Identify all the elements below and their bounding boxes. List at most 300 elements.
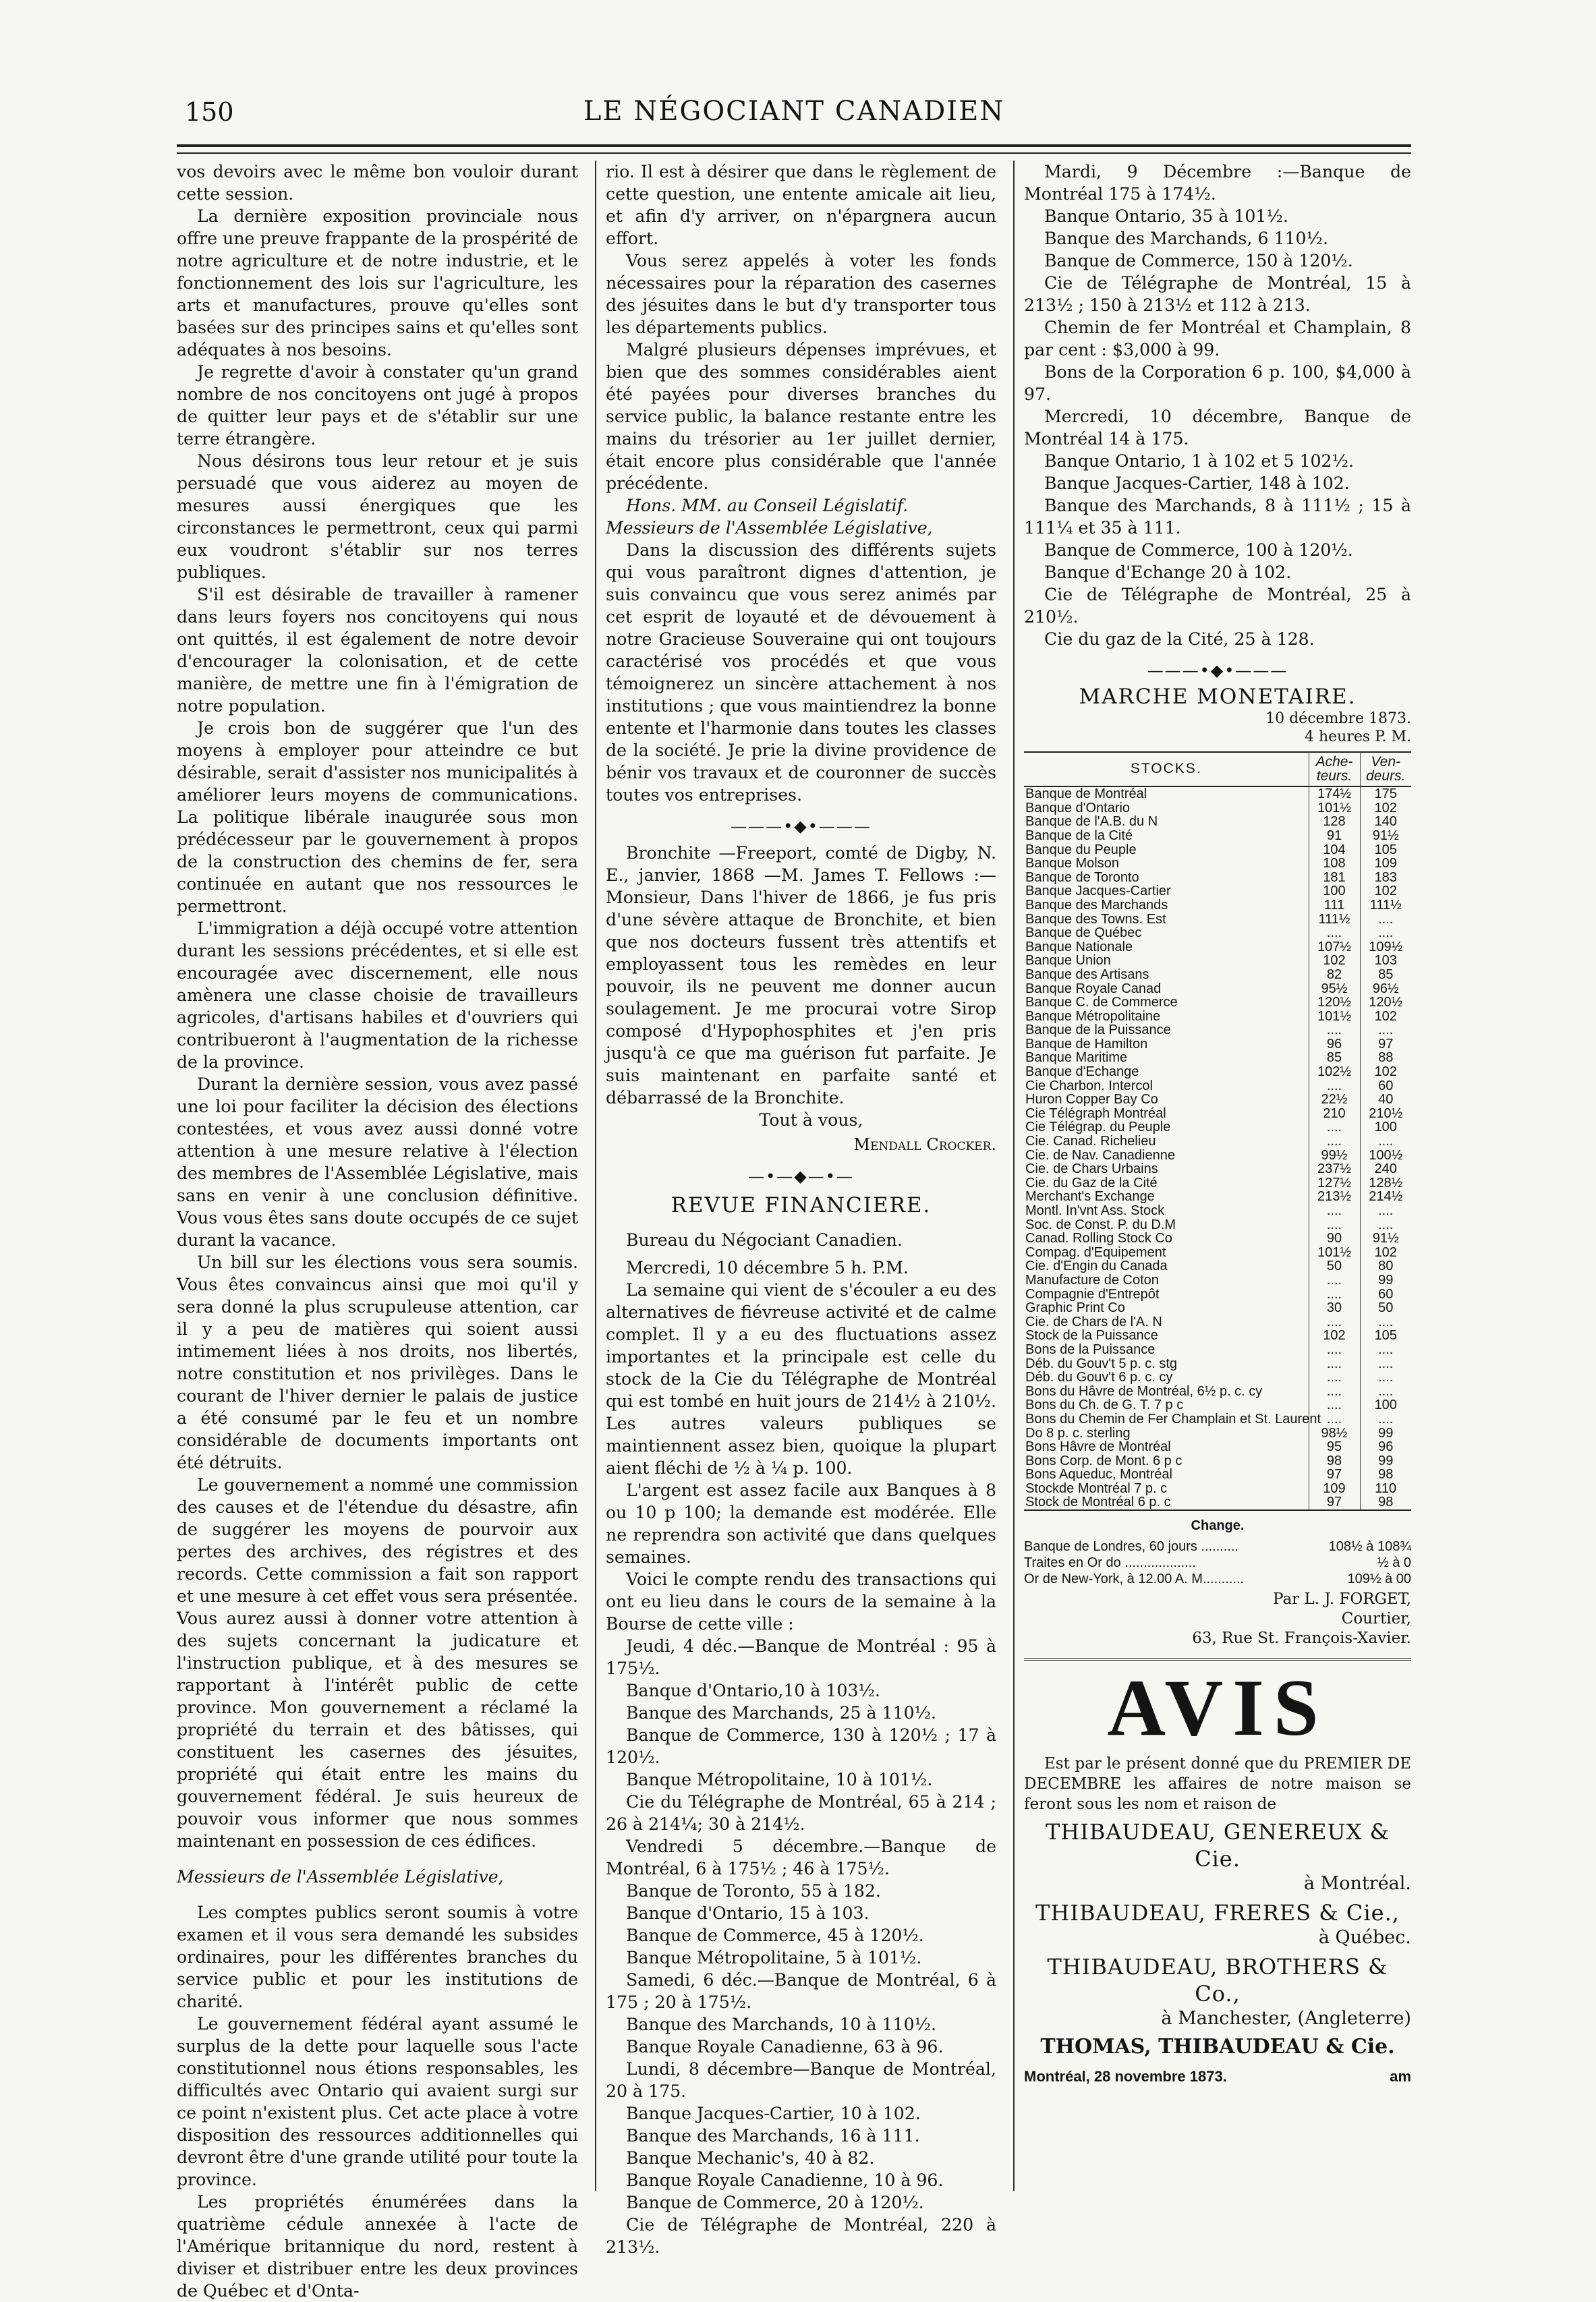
sellers-price: 80 — [1360, 1259, 1411, 1273]
sellers-price: 60 — [1360, 1288, 1411, 1302]
sellers-price: 102 — [1360, 884, 1411, 898]
table-row — [1024, 1218, 1411, 1232]
buyers-price: .... — [1309, 1134, 1360, 1149]
transaction-line: Banque Royale Canadienne, 10 à 96. — [626, 2170, 944, 2190]
sellers-price: 111½ — [1360, 898, 1411, 913]
stock-name: Banque C. de Commerce — [1025, 995, 1178, 1010]
stock-name: Bons du Ch. de G. T. 7 p c — [1025, 1398, 1184, 1413]
sellers-price: .... — [1360, 1023, 1411, 1037]
avis-date: Montréal, 28 novembre 1873. — [1024, 2068, 1227, 2085]
assembly-heading: Messieurs de l'Assemblée Législative, — [606, 518, 933, 538]
paragraph: L'argent est assez facile aux Banques à 8 ou 10 p 100; la demande est modérée. Elle ne reprendra son activité que dans quelques semaines. — [606, 1480, 996, 1567]
page-header — [177, 86, 1411, 147]
transaction-line: Banque de Commerce, 100 à 120½. — [1044, 540, 1353, 560]
buyers-price: 111 — [1309, 898, 1360, 913]
buyers-price: 101½ — [1309, 801, 1360, 815]
stock-name: Banque du Peuple — [1025, 842, 1137, 857]
buyers-price: 30 — [1309, 1301, 1360, 1315]
table-row — [1024, 1288, 1411, 1302]
date-line: Mercredi, 10 décembre 5 h. P.M. — [626, 1258, 909, 1277]
transaction-line: Banque Jacques-Cartier, 148 à 102. — [1044, 473, 1350, 493]
buyers-price: 98 — [1309, 1454, 1360, 1468]
stock-name: Montl. In'vnt Ass. Stock — [1025, 1203, 1165, 1218]
transaction-line: Banque des Marchands, 8 à 111½ ; 15 à 111¼ et 35 à 111. — [1024, 496, 1411, 538]
table-row — [1024, 1107, 1411, 1121]
stock-name: Banque des Artisans — [1025, 967, 1149, 982]
testimonial-signature: Mendall Crocker. — [853, 1135, 996, 1154]
stock-name: Stock de la Puissance — [1025, 1328, 1158, 1344]
stock-name: Do 8 p. c. sterling — [1025, 1425, 1131, 1441]
stock-name: Soc. de Const. P. du D.M — [1025, 1217, 1176, 1232]
stock-name: Bons Hâvre de Montréal — [1025, 1439, 1171, 1455]
ornament-divider: ———•◆•——— — [1147, 661, 1288, 680]
table-row — [1024, 1120, 1411, 1134]
transaction-line: Banque des Marchands, 25 à 110½. — [626, 1703, 937, 1723]
buyers-price: 100 — [1309, 884, 1360, 898]
stock-name: Bons de la Puissance — [1025, 1342, 1156, 1357]
paragraph: La semaine qui vient de s'écouler a eu des alternatives de fiévreuse activité et de calme complet. Il y a eu des fluctuations assez importantes et la principale est celle du stock de la Cie du Télégraphe de Montréal qui est tombé en huit jours de 214½ à 210½. Les autres valeurs publiques se maintiennent assez bien, quoique la plupart aient fléchi de ½ à ¼ p. 100. — [606, 1280, 996, 1478]
transaction-line: Cie de Télégraphe de Montréal, 25 à 210½. — [1024, 585, 1411, 627]
sellers-price: 102 — [1360, 801, 1411, 815]
buyers-price: .... — [1309, 1371, 1360, 1385]
paragraph: Je crois bon de suggérer que l'un des moyens à employer pour atteindre ce but désirable, serait d'assister nos municipalités à améliorer leurs moyens de communications. La politique libérale inaugurée sous mon prédécesseur par le gouvernement à propos de la construction des chemins de fer, sera continuée en autant que nos ressources le permettront. — [177, 718, 578, 916]
firm-name-last: THOMAS, THIBAUDEAU & Cie. — [1040, 2035, 1395, 2059]
table-row — [1024, 1343, 1411, 1357]
sellers-price: .... — [1360, 926, 1411, 940]
change-label: Or de New-York, à 12.00 A. M........... — [1024, 1572, 1245, 1587]
table-row — [1024, 1412, 1411, 1427]
transaction-list — [1024, 161, 1411, 650]
avis-advertisement — [1024, 1658, 1411, 2088]
stock-name: Cie. de Chars Urbains — [1025, 1161, 1158, 1177]
change-row — [1024, 1571, 1411, 1587]
sellers-price: 100 — [1360, 1398, 1411, 1412]
buyers-price: .... — [1309, 1079, 1360, 1093]
transaction-line: Samedi, 6 déc.—Banque de Montréal, 6 à 175 ; 20 à 175½. — [606, 1970, 996, 2012]
table-row — [1024, 871, 1411, 885]
sellers-price: 99 — [1360, 1273, 1411, 1288]
sellers-price: 102 — [1360, 1246, 1411, 1260]
marche-date: 10 décembre 1873. — [1265, 710, 1411, 727]
transaction-line: Banque de Toronto, 55 à 182. — [626, 1881, 881, 1901]
sellers-price: .... — [1360, 1371, 1411, 1385]
transaction-line: Banque Métropolitaine, 10 à 101½. — [626, 1770, 933, 1789]
change-label: Traites en Or do ................... — [1024, 1555, 1196, 1571]
sellers-price: .... — [1360, 1385, 1411, 1399]
firm-place: à Québec. — [1318, 1927, 1411, 1949]
table-row — [1024, 982, 1411, 996]
transaction-line: Mardi, 9 Décembre :—Banque de Montréal 175 à 174½. — [1024, 162, 1411, 204]
header-rule — [177, 152, 1411, 154]
column-1 — [177, 161, 578, 2301]
sellers-price: .... — [1360, 1204, 1411, 1218]
stock-name: Compagnie d'Entrepôt — [1025, 1286, 1160, 1302]
table-row — [1024, 898, 1411, 913]
sellers-price: 96½ — [1360, 982, 1411, 996]
buyers-price: .... — [1309, 1273, 1360, 1288]
table-row — [1024, 1454, 1411, 1468]
sellers-price: 110 — [1360, 1482, 1411, 1496]
table-row — [1024, 1010, 1411, 1024]
stock-name: Banque de Montréal — [1025, 786, 1147, 802]
masthead-title: LE NÉGOCIANT CANADIEN — [583, 96, 1005, 127]
table-row — [1024, 1482, 1411, 1496]
avis-text: Est par le présent donné que du PREMIER DE DECEMBRE les affaires de notre maison se feront sous les nom et raison de — [1024, 1755, 1411, 1814]
stock-name: Banque de la Cité — [1025, 828, 1133, 843]
stock-name: Cie Télégrap. du Peuple — [1025, 1120, 1171, 1135]
stock-name: Cie. d'Engin du Canada — [1025, 1259, 1168, 1274]
paragraph: Voici le compte rendu des transactions qui ont eu lieu dans le cours de la semaine à la Bourse de cette ville : — [606, 1570, 996, 1634]
table-row — [1024, 1427, 1411, 1441]
sellers-price: .... — [1360, 1218, 1411, 1232]
sellers-price: 98 — [1360, 1468, 1411, 1482]
sellers-price: 100½ — [1360, 1149, 1411, 1163]
stock-name: Banque de l'A.B. du N — [1025, 814, 1158, 830]
buyers-price: 50 — [1309, 1259, 1360, 1273]
table-row — [1024, 1385, 1411, 1399]
stock-name: Banque Maritime — [1025, 1050, 1128, 1066]
buyers-price: 127½ — [1309, 1176, 1360, 1190]
transaction-line: Banque Royale Canadienne, 63 à 96. — [626, 2037, 944, 2056]
sellers-price: 100 — [1360, 1120, 1411, 1134]
stock-name: Cie Charbon. Intercol — [1025, 1078, 1153, 1093]
table-row — [1024, 1468, 1411, 1482]
paragraph: Les comptes publics seront soumis à votre examen et il vous sera demandé les subsides ordinaires, pour les différentes branches du service public et pour les institutions de charité. — [177, 1903, 578, 2011]
column-2 — [595, 161, 996, 2257]
table-row — [1024, 857, 1411, 871]
buyers-price: 128 — [1309, 815, 1360, 829]
stocks-table — [1024, 751, 1411, 1511]
broker-line: Par L. J. FORGET, — [1273, 1590, 1411, 1609]
change-value: 108½ à 108¾ — [1328, 1539, 1411, 1555]
buyers-price: 96 — [1309, 1037, 1360, 1052]
stock-name: Banque d'Echange — [1025, 1064, 1139, 1080]
paragraph: Nous désirons tous leur retour et je suis persuadé que vous aiderez au moyen de mesures aussi énergiques que les circonstances le permettront, ceux qui parmi eux voudront s'établir sur nos terres publiques. — [177, 451, 578, 582]
stock-name: Banque de Hamilton — [1025, 1036, 1148, 1052]
sellers-price: 60 — [1360, 1079, 1411, 1093]
change-heading: Change. — [1191, 1518, 1245, 1534]
paragraph: Le gouvernement fédéral ayant assumé le surplus de la dette pour laquelle sous l'acte constitutionnel nous étions responsables, les difficultés avec Ontario qui avaient surgi sur ce point n'existent plus. Cet acte place à votre disposition des ressources additionnelles qui devront être d'une grande utilité pour toute la province. — [177, 2014, 578, 2189]
transaction-line: Banque d'Echange 20 à 102. — [1044, 563, 1292, 582]
stock-name: Cie. de Chars de l'A. N — [1025, 1314, 1162, 1329]
sellers-price: 102 — [1360, 1065, 1411, 1079]
sellers-price: 103 — [1360, 954, 1411, 968]
transaction-line: Banque des Marchands, 10 à 110½. — [626, 2015, 937, 2034]
sellers-price: 98 — [1360, 1495, 1411, 1510]
stock-name: Banque Nationale — [1025, 939, 1133, 954]
buyers-price: .... — [1309, 1343, 1360, 1357]
table-row — [1024, 1259, 1411, 1273]
paragraph: Dans la discussion des différents sujets qui vous paraîtront dignes d'attention, je suis convaincu que vous serez animés par cet esprit de loyauté et de dévouement à notre Gracieuse Souveraine qui ont toujours caractérisé vos procédés et que vous témoignerez un sincère attachement à nos institutions ; que vous maintiendrez la bonne entente et l'harmonie dans toutes les classes de la société. Je prie la divine providence de bénir vos travaux et de couronner de succès toutes vos entreprises. — [606, 540, 996, 805]
stock-name: Banque d'Ontario — [1025, 800, 1131, 815]
transaction-line: Banque Jacques-Cartier, 10 à 102. — [626, 2104, 921, 2123]
table-row — [1024, 1204, 1411, 1218]
table-row — [1024, 843, 1411, 857]
sellers-price: 105 — [1360, 843, 1411, 857]
avis-code: am — [1390, 2068, 1411, 2085]
table-row — [1024, 829, 1411, 843]
column-3 — [1013, 161, 1411, 2191]
sellers-price: 85 — [1360, 968, 1411, 982]
sellers-price: .... — [1360, 1357, 1411, 1371]
firm-name: THIBAUDEAU, GENEREUX & Cie. — [1045, 1819, 1390, 1872]
stock-name: Banque de Toronto — [1025, 869, 1139, 885]
sellers-price: .... — [1360, 1412, 1411, 1427]
table-row — [1024, 801, 1411, 815]
table-row — [1024, 1037, 1411, 1052]
buyers-header: Ache-teurs. — [1309, 752, 1360, 786]
stock-name: Bons du Chemin de Fer Champlain et St. Laurent — [1025, 1411, 1321, 1427]
buyers-price: 98½ — [1309, 1427, 1360, 1441]
paragraph: S'il est désirable de travailler à ramener dans leurs foyers nos concitoyens qui nous ont quittés, il est également de notre devoir d'encourager la colonisation, et de cette manière, de mettre une fin à l'émigration de notre population. — [177, 585, 578, 716]
change-value: ½ à 0 — [1377, 1555, 1411, 1571]
paragraph: Un bill sur les élections vous sera soumis. Vous êtes convaincus ainsi que moi qu'il y sera donné la plus scrupuleuse attention, car il y a peu de matières qui soient aussi intimement liées à nos droits, nos libertés, notre constitution et nos privilèges. Dans le courant de l'hiver dernier le palais de justice a été consumé par le feu et un nombre considérable de documents importants ont été détruits. — [177, 1253, 578, 1472]
sellers-price: .... — [1360, 1343, 1411, 1357]
table-row — [1024, 913, 1411, 927]
sellers-price: 40 — [1360, 1093, 1411, 1107]
paragraph: Les propriétés énumérées dans la quatrième cédule annexée à l'acte de l'Amérique britannique du nord, restent à diviser et distribuer entre les deux provinces de Québec et d'Onta- — [177, 2192, 578, 2301]
paragraph: Je regrette d'avoir à constater qu'un grand nombre de nos concitoyens ont jugé à propos de quitter leur pays et de s'établir sur une terre étrangère. — [177, 362, 578, 449]
buyers-price: 22½ — [1309, 1093, 1360, 1107]
transaction-line: Banque Ontario, 35 à 101½. — [1044, 206, 1288, 226]
buyers-price: .... — [1309, 1385, 1360, 1399]
transaction-line: Banque des Marchands, 16 à 111. — [626, 2126, 920, 2146]
transaction-line: Banque Métropolitaine, 5 à 101½. — [626, 1948, 922, 1967]
table-row — [1024, 1315, 1411, 1329]
firm-place: à Manchester, (Angleterre) — [1161, 2008, 1411, 2030]
table-row — [1024, 1093, 1411, 1107]
sellers-price: 240 — [1360, 1162, 1411, 1176]
firm-name: THIBAUDEAU, FRERES & Cie., — [1035, 1900, 1400, 1926]
sellers-price: .... — [1360, 913, 1411, 927]
buyers-price: .... — [1309, 926, 1360, 940]
firm-name: THIBAUDEAU, BROTHERS & Co., — [1047, 1954, 1388, 2007]
sellers-price: 50 — [1360, 1301, 1411, 1315]
table-row — [1024, 1176, 1411, 1190]
stock-name: Graphic Print Co — [1025, 1300, 1125, 1316]
sellers-price: 214½ — [1360, 1190, 1411, 1204]
table-row — [1024, 786, 1411, 801]
buyers-price: 95½ — [1309, 982, 1360, 996]
transaction-line: Banque de Commerce, 150 à 120½. — [1044, 251, 1353, 270]
avis-heading: AVIS — [1107, 1663, 1328, 1753]
paragraph: Malgré plusieurs dépenses imprévues, et bien que des sommes considérables aient été payées pour diverses branches du service public, la balance restante entre les mains du trésorier au 1er juillet dernier, était encore plus considérable que l'année précédente. — [606, 340, 996, 493]
stock-name: Banque des Towns. Est — [1025, 911, 1166, 927]
sellers-price: 99 — [1360, 1454, 1411, 1468]
revue-financiere-title: REVUE FINANCIERE. — [671, 1193, 932, 1217]
buyers-price: .... — [1309, 1218, 1360, 1232]
buyers-price: 213½ — [1309, 1190, 1360, 1204]
transaction-line: Banque Ontario, 1 à 102 et 5 102½. — [1044, 451, 1354, 471]
sellers-price: 99 — [1360, 1427, 1411, 1441]
buyers-price: 99½ — [1309, 1149, 1360, 1163]
buyers-price: 174½ — [1309, 786, 1360, 801]
sellers-price: 97 — [1360, 1037, 1411, 1052]
buyers-price: 120½ — [1309, 996, 1360, 1010]
buyers-price: 101½ — [1309, 1246, 1360, 1260]
avis-date-row — [1024, 2065, 1411, 2088]
ornament-divider: —•—◆—•— — [748, 1167, 854, 1186]
table-row — [1024, 1162, 1411, 1176]
council-heading: Hons. MM. au Conseil Législatif. — [626, 496, 909, 515]
table-row — [1024, 884, 1411, 898]
stock-name: Manufacture de Coton — [1025, 1272, 1159, 1288]
sellers-price: 91½ — [1360, 829, 1411, 843]
change-row — [1024, 1555, 1411, 1571]
page-number: 150 — [185, 97, 234, 127]
stock-name: Cie. de Nav. Canadienne — [1025, 1147, 1175, 1163]
stock-name: Déb. du Gouv't 6 p. c. cy — [1025, 1370, 1173, 1385]
buyers-price: .... — [1309, 1023, 1360, 1037]
paragraph: L'immigration a déjà occupé votre attention durant les sessions précédentes, et si elle est encouragée avec discernement, elle nous amènera une classe choisie de travailleurs agricoles, d'artisans habiles et d'ouvriers qui contribueront à l'augmentation de la richesse de la province. — [177, 919, 578, 1072]
buyers-price: 111½ — [1309, 913, 1360, 927]
table-row — [1024, 1273, 1411, 1288]
buyers-price: 95 — [1309, 1440, 1360, 1454]
broker-block — [1024, 1590, 1411, 1648]
transaction-line: Banque de Commerce, 45 à 120½. — [626, 1926, 924, 1945]
table-row — [1024, 1495, 1411, 1510]
stocks-header: STOCKS. — [1024, 752, 1309, 786]
stock-name: Bons Aqueduc, Montréal — [1025, 1467, 1172, 1483]
transaction-line: Banque de Commerce, 20 à 120½. — [626, 2193, 924, 2212]
table-row — [1024, 1149, 1411, 1163]
broker-line: 63, Rue St. François-Xavier. — [1192, 1630, 1411, 1648]
transaction-line: Cie du Télégraphe de Montréal, 65 à 214 ; 26 à 214¼; 30 à 214½. — [606, 1792, 996, 1834]
transaction-line: Banque Mechanic's, 40 à 82. — [626, 2148, 875, 2168]
sellers-header: Ven-deurs. — [1360, 752, 1411, 786]
sellers-price: 91½ — [1360, 1232, 1411, 1246]
sellers-price: 210½ — [1360, 1107, 1411, 1121]
transaction-line: Mercredi, 10 décembre, Banque de Montréal 14 à 175. — [1024, 407, 1411, 449]
paragraph: Vous serez appelés à voter les fonds nécessaires pour la réparation des casernes des jésuites dans le but d'y transporter tous les départements publics. — [606, 251, 996, 337]
stock-name: Bons du Hâvre de Montréal, 6½ p. c. cy — [1025, 1383, 1263, 1399]
sellers-price: 102 — [1360, 1010, 1411, 1024]
transaction-line: Banque des Marchands, 6 110½. — [1044, 229, 1328, 248]
buyers-price: 102 — [1309, 1329, 1360, 1343]
transaction-line: Bons de la Corporation 6 p. 100, $4,000 à 97. — [1024, 362, 1411, 404]
paragraph: Durant la dernière session, vous avez passé une loi pour faciliter la décision des élections contestées, et vous avez aussi donné votre attention à une mesure relative à l'élection des membres de l'Assemblée Législative, mais sans en venir à une conclusion définitive. Vous vous êtes sans doute occupés de ce sujet durant la vacance. — [177, 1074, 578, 1250]
newspaper-page — [177, 86, 1411, 2301]
sellers-price: 109 — [1360, 857, 1411, 871]
transaction-line: Banque d'Ontario,10 à 103½. — [626, 1681, 880, 1700]
buyers-price: .... — [1309, 1398, 1360, 1412]
stock-name: Banque des Marchands — [1025, 897, 1168, 913]
table-row — [1024, 968, 1411, 982]
table-row — [1024, 815, 1411, 829]
table-row — [1024, 1023, 1411, 1037]
sellers-price: 175 — [1360, 786, 1411, 801]
transaction-line: Vendredi 5 décembre.—Banque de Montréal, 6 à 175½ ; 46 à 175½. — [606, 1837, 996, 1878]
transaction-line: Banque de Commerce, 130 à 120½ ; 17 à 120½. — [606, 1725, 996, 1767]
table-row — [1024, 1065, 1411, 1079]
marche-monetaire-title: MARCHE MONETAIRE. — [1079, 685, 1357, 709]
buyers-price: .... — [1309, 1288, 1360, 1302]
stock-name: Canad. Rolling Stock Co — [1025, 1231, 1172, 1246]
sellers-price: 88 — [1360, 1051, 1411, 1065]
transaction-list — [606, 1635, 996, 2258]
transaction-line: Banque d'Ontario, 15 à 103. — [626, 1903, 870, 1923]
table-row — [1024, 1398, 1411, 1412]
stock-name: Banque Jacques-Cartier — [1025, 884, 1171, 899]
change-label: Banque de Londres, 60 jours .......... — [1024, 1539, 1238, 1555]
stock-name: Compag. d'Equipement — [1025, 1244, 1166, 1260]
stock-name: Cie Télégraph Montréal — [1025, 1105, 1166, 1121]
sellers-price: 120½ — [1360, 996, 1411, 1010]
stock-name: Bons Corp. de Mont. 6 p c — [1025, 1453, 1182, 1468]
broker-line: Courtier, — [1341, 1610, 1411, 1628]
buyers-price: 101½ — [1309, 1010, 1360, 1024]
buyers-price: 108 — [1309, 857, 1360, 871]
table-row — [1024, 1190, 1411, 1204]
transaction-line: Cie de Télégraphe de Montréal, 220 à 213½. — [606, 2215, 996, 2257]
transaction-line: Lundi, 8 décembre—Banque de Montréal, 20 à 175. — [606, 2059, 996, 2101]
transaction-line: Chemin de fer Montréal et Champlain, 8 par cent : $3,000 à 99. — [1024, 318, 1411, 359]
table-row — [1024, 954, 1411, 968]
stock-name: Huron Copper Bay Co — [1025, 1092, 1158, 1107]
buyers-price: 97 — [1309, 1495, 1360, 1510]
table-row — [1024, 1246, 1411, 1260]
paragraph: vos devoirs avec le même bon vouloir durant cette session. — [177, 162, 578, 204]
table-row — [1024, 1301, 1411, 1315]
table-row — [1024, 1134, 1411, 1149]
buyers-price: 102½ — [1309, 1065, 1360, 1079]
bronchite-testimonial: Bronchite —Freeport, comté de Digby, N. E., janvier, 1868 —M. James T. Fellows :— Monsieur, Dans l'hiver de 1866, je fus pris d'une sévère attaque de Bronchite, et bien que nos docteurs fussent très attentifs et employassent tous les remèdes en leur pouvoir, ils ne peuvent me donner aucun soulagement. Je me procurai votre Sirop composé d'Hypophosphites et j'en pris jusqu'à ce que ma guérison fut parfaite. Je suis maintenant en parfaite santé et débarrassé de la Bronchite. — [606, 843, 996, 1107]
transaction-line: Cie du gaz de la Cité, 25 à 128. — [1044, 629, 1315, 649]
columns — [177, 161, 1411, 2301]
buyers-price: 85 — [1309, 1051, 1360, 1065]
sellers-price: .... — [1360, 1134, 1411, 1149]
stock-name: Stock de Montréal 6 p. c — [1024, 1495, 1309, 1510]
buyers-price: .... — [1309, 1120, 1360, 1134]
table-row — [1024, 1079, 1411, 1093]
stock-name: Banque Molson — [1025, 856, 1119, 871]
buyers-price: 181 — [1309, 871, 1360, 885]
change-row — [1024, 1538, 1411, 1555]
assembly-heading: Messieurs de l'Assemblée Législative, — [177, 1867, 504, 1887]
sellers-price: 128½ — [1360, 1176, 1411, 1190]
change-list — [1024, 1538, 1411, 1587]
buyers-price: 91 — [1309, 829, 1360, 843]
table-row — [1024, 1440, 1411, 1454]
table-row — [1024, 940, 1411, 954]
paragraph: rio. Il est à désirer que dans le règlement de cette question, une entente amicale ait lieu, et afin d'y arriver, on n'épargnera aucun effort. — [606, 162, 996, 248]
sellers-price: 109½ — [1360, 940, 1411, 954]
buyers-price: 104 — [1309, 843, 1360, 857]
buyers-price: 109 — [1309, 1482, 1360, 1496]
ornament-divider: ———•◆•——— — [731, 817, 872, 836]
buyers-price: 90 — [1309, 1232, 1360, 1246]
sellers-price: 105 — [1360, 1329, 1411, 1343]
paragraph: Le gouvernement a nommé une commission des causes et de l'étendue du désastre, afin de suggérer les moyens de pourvoir aux pertes des archives, des régistres et des records. Cette commission a fait son rapport et une mesure à cet effet vous sera présentée. Vous aurez aussi à donner votre attention à des sujets concernant la judicature et l'instruction publique, et à des mesures se rapportant à l'intérêt public de cette province. Mon gouvernement a réclamé la propriété du terrain et des bâtisses, qui constituent les casernes des jésuites, propriété qui était entre les mains du gouvernement fédéral. Je suis heureux de pouvoir vous informer que nous sommes maintenant en possession de ces édifices. — [177, 1475, 578, 1851]
buyers-price: 107½ — [1309, 940, 1360, 954]
stock-name: Banque de Québec — [1025, 925, 1142, 941]
buyers-price: 97 — [1309, 1468, 1360, 1482]
table-row — [1024, 1232, 1411, 1246]
table-row — [1024, 1329, 1411, 1343]
stock-name: Banque de la Puissance — [1025, 1023, 1171, 1038]
stock-name: Déb. du Gouv't 5 p. c. stg — [1025, 1356, 1178, 1371]
table-row — [1024, 1051, 1411, 1065]
buyers-price: .... — [1309, 1315, 1360, 1329]
buyers-price: 102 — [1309, 954, 1360, 968]
change-value: 109½ à 00 — [1347, 1572, 1411, 1587]
sellers-price: 96 — [1360, 1440, 1411, 1454]
stock-name: Stockde Montréal 7 p. c — [1025, 1480, 1168, 1496]
firm-place: à Montréal. — [1303, 1873, 1411, 1895]
stock-name: Banque Métropolitaine — [1025, 1008, 1161, 1024]
marche-time: 4 heures P. M. — [1304, 728, 1411, 745]
buyers-price: 237½ — [1309, 1162, 1360, 1176]
